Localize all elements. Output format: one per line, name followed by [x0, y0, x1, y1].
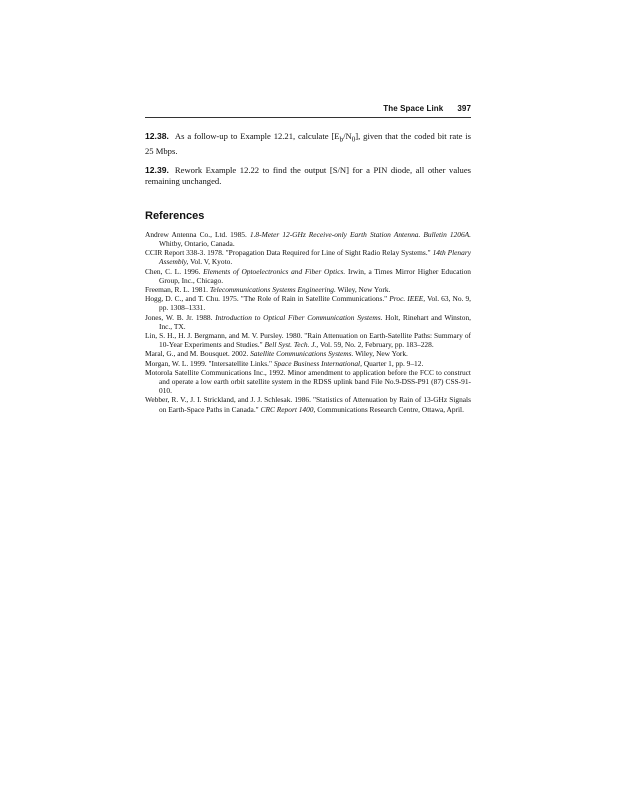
reference-item: CCIR Report 338-3. 1978. "Propagation Data Required for Line of Sight Radio Relay Systems." 14th Plenary Assembly, Vol. V, Kyoto. — [145, 248, 471, 267]
problem-text: Rework Example 12.22 to find the output [S/N] for a PIN diode, all other values remaining unchanged. — [145, 164, 471, 186]
reference-item: Freeman, R. L. 1981. Telecommunications Systems Engineering. Wiley, New York. — [145, 284, 391, 294]
problem-text — [145, 131, 471, 156]
subscript: 0 — [351, 135, 356, 144]
reference-item: Morgan, W. L. 1999. "Intersatellite Links." Space Business International, Quarter 1, pp. 9–12. — [145, 358, 424, 368]
running-header — [145, 104, 471, 113]
reference-item: Andrew Antenna Co., Ltd. 1985. 1.8-Meter 12-GHz Receive-only Earth Station Antenna. Bulletin 1206A. Whitby, Ontario, Canada. — [145, 229, 472, 248]
references-heading: References — [145, 209, 205, 222]
reference-item: Webber, R. V., J. I. Strickland, and J. J. Schlesak. 1986. "Statistics of Attenuation by Rain of 13-GHz Signals on Earth-Space Paths in Canada." CRC Report 1400, Communications Research Centre, Ottawa, April. — [145, 395, 471, 414]
problem-text-part: /N — [343, 131, 352, 141]
section-title: The Space Link — [383, 104, 444, 113]
problem-12-39 — [145, 165, 471, 187]
problem-text-part: ], given that the coded bit rate is 25 Mbps. — [145, 131, 472, 156]
reference-item: Maral, G., and M. Bousquet. 2002. Satellite Communications Systems. Wiley, New York. — [145, 349, 408, 359]
subscript: b — [339, 135, 344, 144]
problem-12-38 — [145, 131, 471, 157]
page-body — [145, 131, 471, 414]
problem-text-part: As a follow-up to Example 12.21, calculate [E — [174, 131, 340, 141]
problem-number: 12.38. — [145, 131, 169, 141]
header-rule — [145, 117, 471, 118]
reference-item: Jones, W. B. Jr. 1988. Introduction to Optical Fiber Communication Systems. Holt, Rinehart and Winston, Inc., TX. — [145, 312, 471, 331]
problem-number: 12.39. — [145, 164, 169, 175]
reference-item: Chen, C. L. 1996. Elements of Optoelectronics and Fiber Optics. Irwin, a Times Mirror Higher Education Group, Inc., Chicago. — [145, 266, 471, 285]
page-number: 397 — [457, 104, 471, 113]
reference-item: Lin, S. H., H. J. Bergmann, and M. V. Pursley. 1980. "Rain Attenuation on Earth-Satellite Paths: Summary of 10-Year Experiments and Studies." Bell Syst. Tech. J., Vol. 59, No. 2, February, pp. 183–228. — [145, 330, 471, 350]
reference-item: Motorola Satellite Communications Inc., 1992. Minor amendment to application before the FCC to construct and operate a low earth orbit satellite system in the RDSS uplink band File No.9-DSS-P91 (87) CSS-91-010. — [145, 367, 471, 396]
reference-item: Hogg, D. C., and T. Chu. 1975. "The Role of Rain in Satellite Communications." Proc. IEEE, Vol. 63, No. 9, pp. 1308–1331. — [145, 294, 471, 313]
references-list — [145, 230, 471, 414]
